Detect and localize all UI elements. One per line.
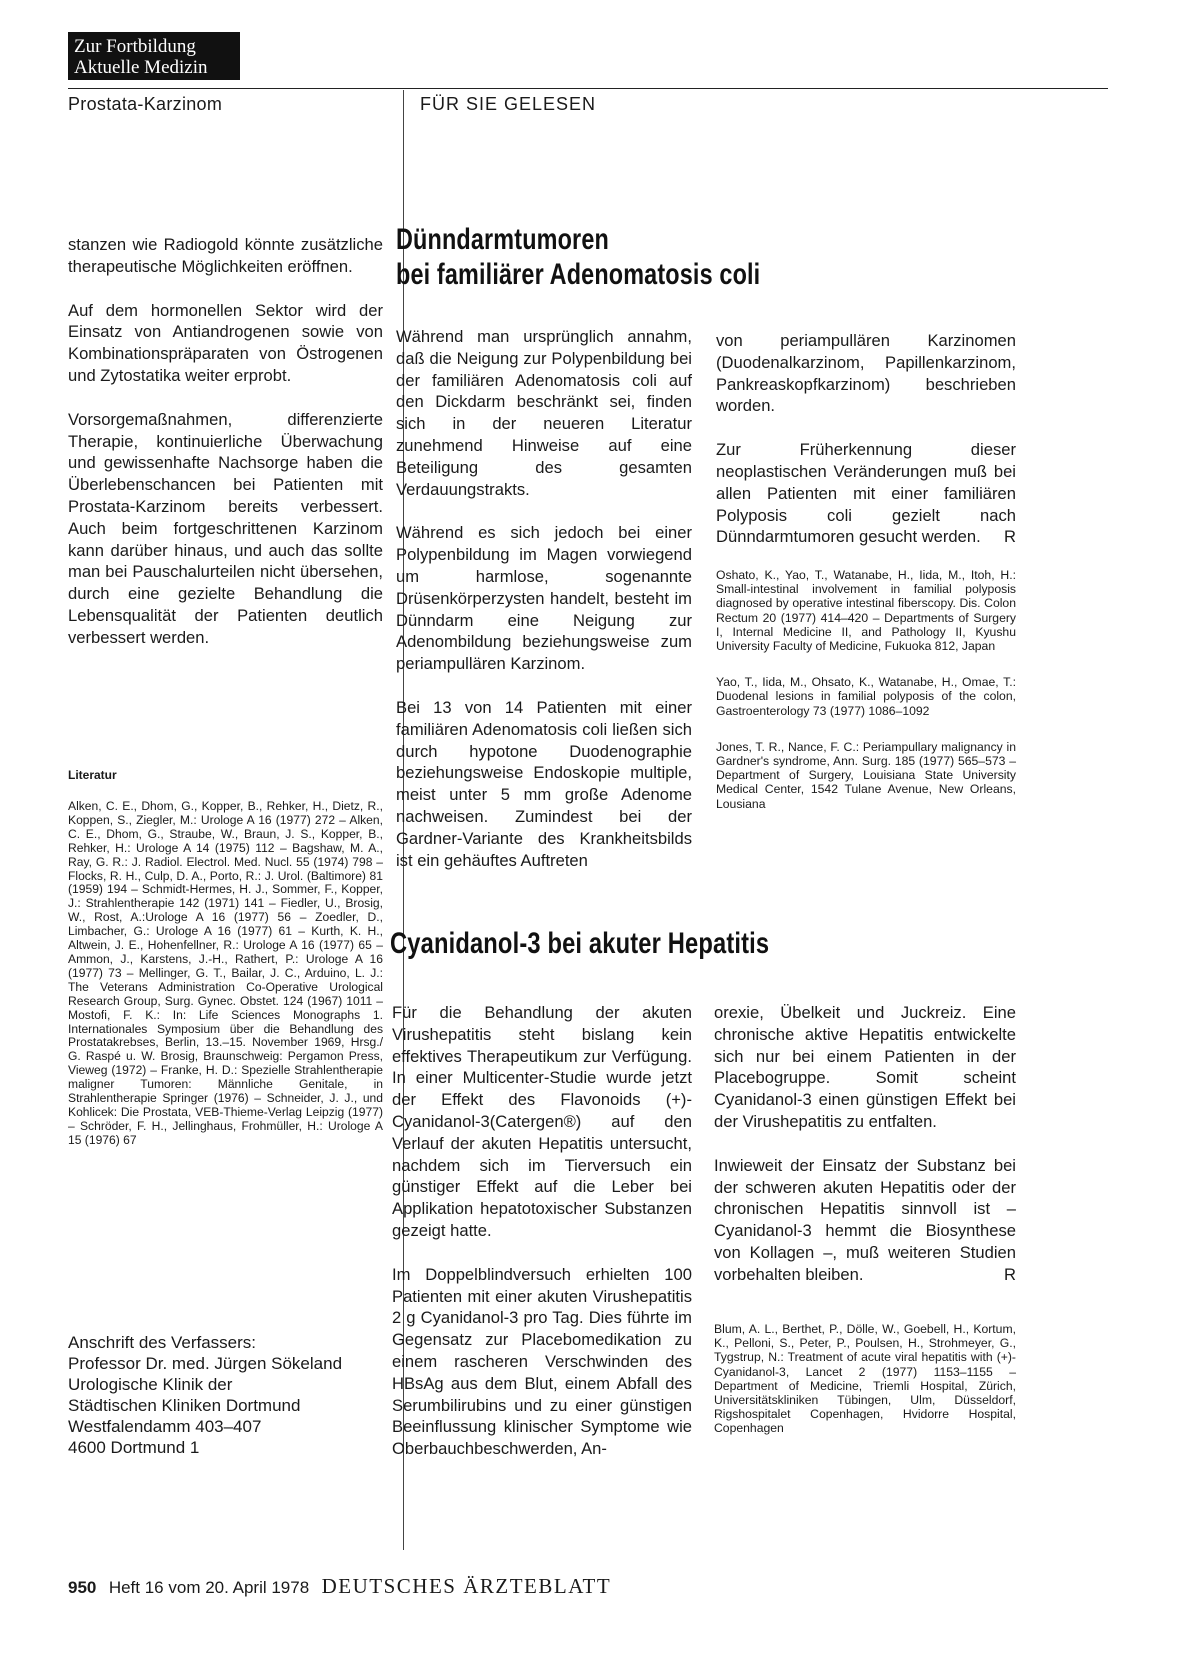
article1-title [396, 222, 760, 292]
address-line: Städtischen Kliniken Dortmund [68, 1396, 301, 1415]
page-footer [68, 1574, 611, 1599]
article1-paragraph: Während man ursprünglich annahm, daß die Neigung zur Polypenbildung bei der familiären Adenomatosis coli auf den Dickdarm beschränkt sei, finden sich in der neueren Literatur zunehmend Hinweise auf eine Beteiligung des gesamten Verdauungstrakts. [396, 327, 692, 499]
article1-paragraph: Bei 13 von 14 Patienten mit einer familiären Adenomatosis coli ließen sich durch hypotone Duodenographie beziehungsweise Endoskopie multiple, meist unter 5 mm große Adenome nachweisen. Zumindest bei der Gardner-Variante des Krankheitsbilds ist ein gehäuftes Auftreten [396, 697, 692, 870]
article2-title: Cyanidanol-3 bei akuter Hepatitis [390, 927, 770, 960]
article2-paragraph: Für die Behandlung der akuten Virushepatitis steht bislang kein effektives Therapeutikum zur Verfügung. In einer Multicenter-Studie wurde jetzt der Effekt des Flavonoids (+)-Cyanidanol-3(Catergen®) auf den Verlauf der akuten Hepatitis untersucht, nachdem sich im Tierversuch ein günstiger Effekt auf die Leber bei Applikation hepatotoxischer Substanzen gezeigt hatte. [392, 1003, 692, 1240]
article1-paragraph: Während es sich jedoch bei einer Polypenbildung im Magen vorwiegend um harmlose, sogenannte Drüsenkörperzysten handelt, besteht im Dünndarm eine Neigung zur Adenombildung beziehungsweise zum periampullären Karzinom. [396, 523, 692, 674]
magazine-name: DEUTSCHES ÄRZTEBLATT [321, 1574, 612, 1598]
page-number: 950 [68, 1578, 97, 1597]
reference-item: Jones, T. R., Nance, F. C.: Periampullary malignancy in Gardner's syndrome, Ann. Surg. 185 (1977) 565–573 – Department of Surgery, Louisiana State University Medical Center, 1542 Tulane Avenue, New Orleans, Lousiana [716, 739, 1016, 811]
section-label-line2: Aktuelle Medizin [74, 57, 208, 78]
literature-heading: Literatur [68, 768, 117, 782]
reference-item: Yao, T., Iida, M., Ohsato, K., Watanabe, H., Omae, T.: Duodenal lesions in familial polyposis of the colon, Gastroenterology 73 (1977) 1086–1092 [716, 675, 1016, 718]
section-label-line1: Zur Fortbildung [74, 36, 196, 57]
left-column-body [68, 234, 383, 649]
literature-list: Alken, C. E., Dhom, G., Kopper, B., Rehker, H., Dietz, R., Koppen, S., Ziegler, M.: Urologe A 16 (1977) 272 – Alken, C. E., Dhom, G., Straube, W., Braun, J. S., Kopper, B., Rehker, H.: Urologe A 14 (1975) 112 – Bagshaw, M. A., Ray, G. R.: J. Radiol. Electrol. Med. Nucl. 55 (1974) 798 – Flocks, R. H., Culp, D. A., Porto, R.: J. Urol. (Baltimore) 81 (1959) 194 – Schmidt-Hermes, H. J., Sommer, F., Kopper, J.: Strahlentherapie 142 (1971) 141 – Fiedler, U., Brosig, W., Rost, A.:Urologe A 16 (1977) 56 – Zoedler, D., Limbacher, G.: Urologe A 16 (1977) 61 – Kurth, K. H., Altwein, J. E., Hohenfellner, R.: Urologe A 16 (1977) 65 – Ammon, J., Karstens, J.-H., Rathert, P.: Urologe A 16 (1977) 73 – Mellinger, G. T., Bailar, J. C., Arduino, L. J.: The Veterans Administration Co-Operative Urological Research Group, Surg. Gynec. Obstet. 124 (1967) 1011 – Mostofi, F. K.: In: Life Sciences Monographs 1. Internationales Symposium über die Behandlung des Prostatakrebses, Berlin, 13.–15. November 1969, Hrsg./ G. Raspé u. W. Brosig, Braunschweig: Pergamon Press, Vieweg (1972) – Franke, H. D.: Spezielle Strahlentherapie maligner Tumoren: Männliche Genitale, in Strahlentherapie Springer (1976) – Schneider, J. J., und Kohlicek: Die Prostata, VEB-Thieme-Verlag Leipzig (1977) – Schröder, F. H., Jellinghaus, Frohmüller, H.: Urologe A 15 (1976) 67 [68, 799, 383, 1147]
issue-info: Heft 16 vom 20. April 1978 [108, 1578, 310, 1597]
left-paragraph: Vorsorgemaßnahmen, differenzierte Therapie, kontinuierliche Überwachung und gewissenhafte Nachsorge haben die Überlebenschancen bei Patienten mit Prostata-Karzinom bereits verbessert. Auch beim fortgeschrittenen Karzinom kann darüber hinaus, und auch das sollte man bei Pauschalurteilen nicht übersehen, durch eine gezielte Behandlung die Lebensqualität der Patienten deutlich verbessert werden. [68, 409, 383, 647]
article2-reference: Blum, A. L., Berthet, P., Dölle, W., Goebell, H., Kortum, K., Pelloni, S., Peter, P., Poulsen, H., Strohmeyer, G., Tygstrup, N.: Treatment of acute viral hepatitis with (+)-Cyanidanol-3, Lancet 2 (1977) 1153–1155 – Department of Medicine, Triemli Hospital, Zürich, Universitätskliniken Tübingen, Ulm, Düsseldorf, Rigshospitalet Copenhagen, Hvidorre Hospital, Copenhagen [714, 1322, 1016, 1436]
left-paragraph: Auf dem hormonellen Sektor wird der Einsatz von Antiandrogenen sowie von Kombinationspräparaten von Östrogenen und Zytostatika weiter erprobt. [68, 300, 383, 385]
reference-item: Oshato, K., Yao, T., Watanabe, H., Iida, M., Itoh, H.: Small-intestinal involvement in familial polyposis diagnosed by operative intestinal fiberscopy. Dis. Colon Rectum 20 (1977) 414–420 – Departments of Surgery I, Internal Medicine II, and Pathology II, Kyushu University Faculty of Medicine, Fukuoka 812, Japan [716, 568, 1016, 654]
article1-signature: R [1004, 527, 1016, 547]
header-rule [68, 88, 1108, 89]
article2-column2 [714, 1002, 1016, 1286]
section-label-box [68, 32, 240, 80]
article2-paragraph: Inwieweit der Einsatz der Substanz bei der schweren akuten Hepatitis oder der chronischen Hepatitis sinnvoll ist – Cyanidanol-3 hemmt die Biosynthese von Kollagen –, muß weiteren Studien vorbehalten bleiben. R [714, 1155, 1016, 1284]
address-line: Professor Dr. med. Jürgen Sökeland [68, 1354, 343, 1373]
left-paragraph: stanzen wie Radiogold könnte zusätzliche therapeutische Möglichkeiten eröffnen. [68, 235, 383, 276]
article1-title-line2: bei familiärer Adenomatosis coli [396, 258, 761, 291]
left-running-title: Prostata-Karzinom [68, 94, 223, 114]
article2-column1 [392, 1002, 692, 1460]
article1-paragraph: von periampullären Karzinomen (Duodenalkarzinom, Papillenkarzinom, Pankreaskopfkarzinom) beschrieben worden. [716, 331, 1016, 416]
article1-title-line1: Dünndarmtumoren [396, 223, 609, 256]
article2-paragraph: Im Doppelblindversuch erhielten 100 Patienten mit einer akuten Virushepatitis 2 g Cyanidanol-3 pro Tag. Dies führte im Gegensatz zur Placebomedikation zu einem rascheren Verschwinden des HBsAg aus dem Blut, einem Abfall des Serumbilirubins und zu einer günstigen Beeinflussung klinischer Symptome wie Oberbauchbeschwerden, An- [392, 1264, 692, 1459]
address-line: Westfalendamm 403–407 [68, 1417, 262, 1436]
article1-paragraph: Zur Früherkennung dieser neoplastischen Veränderungen muß bei allen Patienten mit einer familiären Polyposis coli gezielt nach Dünndarmtumoren gesucht werden. R [716, 440, 1016, 547]
right-running-title: FÜR SIE GELESEN [420, 94, 597, 114]
address-line: Anschrift des Verfassers: [68, 1333, 257, 1352]
article1-column1 [396, 326, 692, 871]
article1-column2 [716, 330, 1016, 548]
address-line: 4600 Dortmund 1 [68, 1438, 200, 1457]
author-address [68, 1332, 388, 1458]
address-line: Urologische Klinik der [68, 1375, 233, 1394]
article2-paragraph: orexie, Übelkeit und Juckreiz. Eine chronische aktive Hepatitis entwickelte sich nur bei einem Patienten in der Placebogruppe. Somit scheint Cyanidanol-3 einen günstigen Effekt bei der Virushepatitis zu entfalten. [714, 1003, 1016, 1131]
article1-references [716, 568, 1016, 833]
article2-signature: R [1004, 1264, 1016, 1284]
